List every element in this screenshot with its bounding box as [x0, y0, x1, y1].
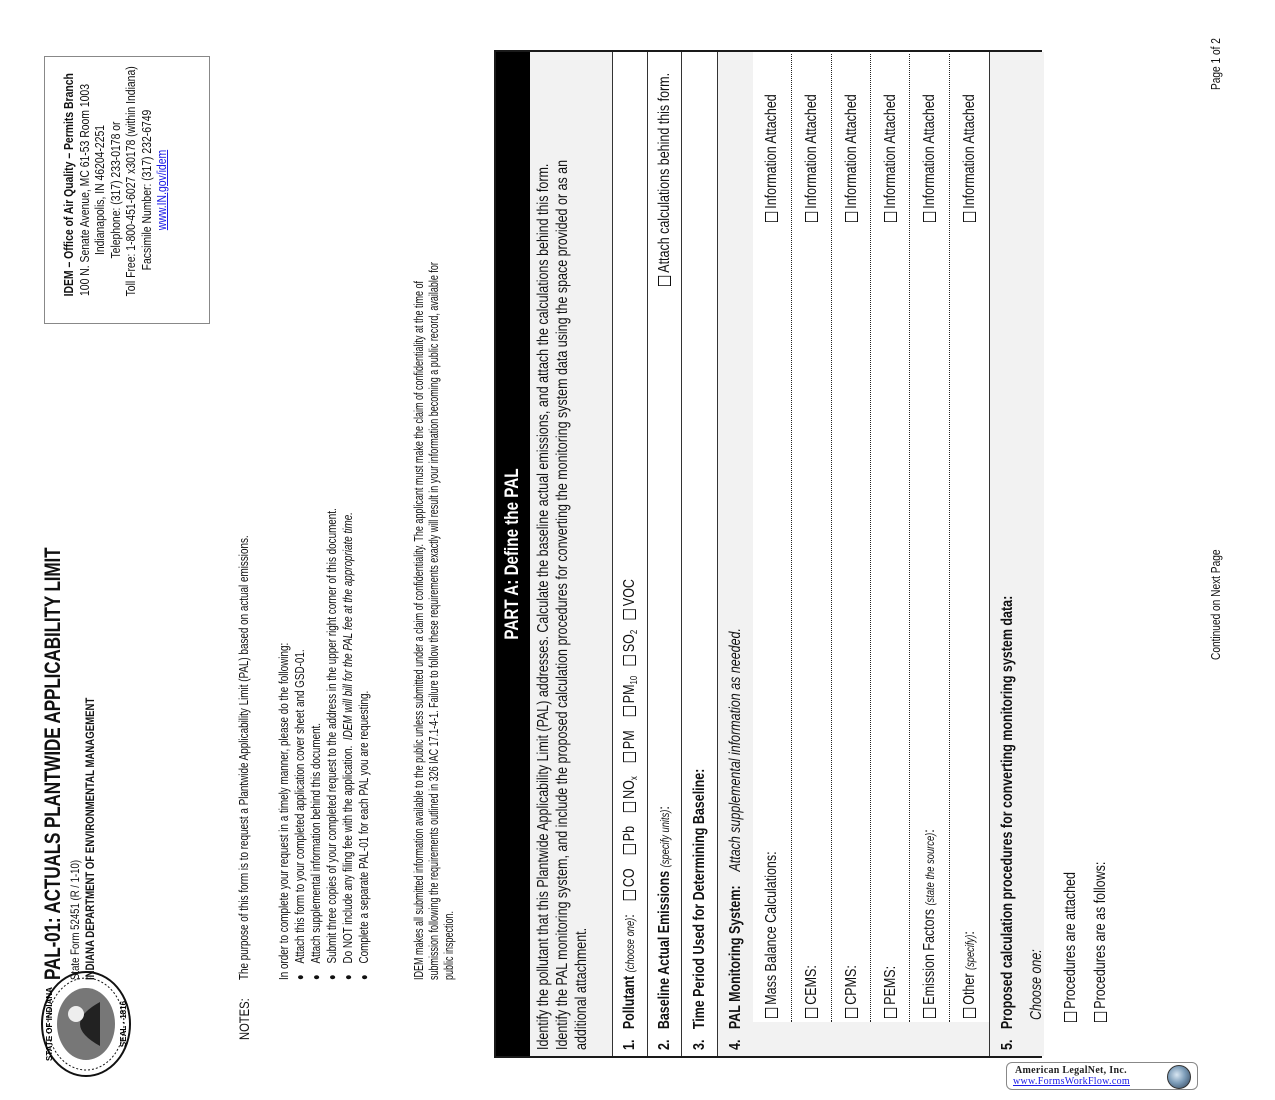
- monitoring-system-label: PAL Monitoring System:: [727, 885, 744, 1030]
- notes-instructions-intro: In order to complete your request in a timely manner, please do the following:: [276, 642, 291, 980]
- checkbox-nox[interactable]: [623, 802, 636, 812]
- intro-line: additional attachment.: [573, 927, 590, 1050]
- checkbox-info-attached[interactable]: [845, 212, 858, 222]
- question-4-monitoring-system: 4. PAL Monitoring System: Attach supplemental information as needed.: [717, 52, 753, 1056]
- confidentiality-line: IDEM makes all submitted information available to the public unless submitted under a claim of confidentiality. The applicant must make the claim of confidentiality at the time of: [412, 280, 426, 980]
- checkbox-pb[interactable]: [623, 844, 636, 854]
- state-seal-icon: [30, 968, 142, 1080]
- baseline-emissions-label: Baseline Actual Emissions: [656, 870, 673, 1030]
- pollutant-option-pb[interactable]: Pb: [621, 826, 638, 855]
- address-line-office: IDEM – Office of Air Quality – Permits Branch: [61, 73, 76, 297]
- checkbox-procedures-as-follows[interactable]: [1094, 1012, 1107, 1022]
- address-line-street: 100 N. Senate Avenue, MC 61-53 Room 1003: [76, 84, 92, 296]
- bullet-icon: ●: [309, 974, 323, 980]
- checkbox-pems[interactable]: [884, 1008, 897, 1018]
- procedures-attached-option[interactable]: Procedures are attached: [1062, 872, 1080, 1022]
- part-a-intro: [530, 52, 612, 1056]
- notes-bullet: ● Attach supplemental information behind this document.: [308, 722, 323, 980]
- bullet-icon: ●: [325, 974, 339, 980]
- monitoring-option-emission-factors: Emission Factors (state the source): Information Attached: [909, 54, 949, 1022]
- checkbox-info-attached[interactable]: [805, 212, 818, 222]
- american-legalnet-badge[interactable]: [1006, 1062, 1198, 1090]
- department-name: INDIANA DEPARTMENT OF ENVIRONMENTAL MANAGEMENT: [83, 697, 97, 980]
- pollutant-label: Pollutant: [621, 975, 638, 1030]
- info-attached-cems[interactable]: Information Attached: [803, 94, 821, 222]
- state-form-number: State Form 52451 (R / 1-10): [68, 859, 82, 980]
- pollutant-option-co[interactable]: CO: [621, 868, 638, 900]
- checkbox-pm10[interactable]: [623, 706, 636, 716]
- svg-text:STATE OF INDIANA: STATE OF INDIANA: [45, 987, 54, 1061]
- badge-url-link[interactable]: www.FormsWorkFlow.com: [1013, 1076, 1130, 1087]
- address-line-fax: Facsimile Number: (317) 232-6749: [138, 109, 154, 271]
- monitoring-option-other: Other (specify): Information Attached: [949, 54, 989, 1022]
- question-2-baseline-emissions: 2. Baseline Actual Emissions (specify units): Attach calculations behind this form.: [647, 52, 681, 1056]
- notes-purpose: The purpose of this form is to request a Plantwide Applicability Limit (PAL) based on actual emissions.: [236, 535, 251, 980]
- part-a-heading: PART A: Define the PAL: [496, 52, 530, 1056]
- notes-bullet: ● Do NOT include any filing fee with the application. IDEM will bill for the PAL fee at the appropriate time.: [340, 512, 355, 980]
- pollutant-option-pm10[interactable]: $PM_{10}$: [621, 676, 638, 717]
- info-attached-cpms[interactable]: Information Attached: [843, 94, 861, 222]
- part-a-table: [494, 50, 1042, 1058]
- bullet-icon: ●: [341, 974, 355, 980]
- procedures-as-follows-option[interactable]: Procedures are as follows:: [1092, 862, 1110, 1022]
- intro-line: Identify the PAL monitoring system, and include the proposed calculation procedures for converting the monitoring system data using the space provided or as an: [554, 159, 571, 1050]
- checkbox-cpms[interactable]: [845, 1008, 858, 1018]
- info-attached-mass-balance[interactable]: Information Attached: [763, 94, 781, 222]
- pollutant-option-nox[interactable]: $NO_x$: [621, 776, 638, 812]
- notes-bullet: ● Submit three copies of your completed request to the address in the upper right corner of this document.: [324, 508, 339, 980]
- checkbox-so2[interactable]: [623, 655, 636, 665]
- row-gutter: [753, 1022, 989, 1056]
- checkbox-emission-factors[interactable]: [923, 1008, 936, 1018]
- globe-logo-icon: [1167, 1065, 1191, 1089]
- attach-calculations-option[interactable]: Attach calculations behind this form.: [656, 73, 674, 286]
- checkbox-mass-balance[interactable]: [765, 1008, 778, 1018]
- notes-label: NOTES:: [236, 998, 252, 1040]
- confidentiality-line: submission following the requirements outlined in 326 IAC 17.1-4-1. Failure to follow these requirements exactly will result in your information becoming a public record, available for: [427, 262, 441, 980]
- checkbox-pm[interactable]: [623, 752, 636, 762]
- address-line-city: Indianapolis, IN 46204-2251: [92, 124, 107, 256]
- info-attached-other[interactable]: Information Attached: [961, 94, 979, 222]
- badge-company-name: American LegalNet, Inc.: [1015, 1065, 1127, 1076]
- address-box: [44, 56, 210, 324]
- svg-text:SEAL · 1816: SEAL · 1816: [119, 1000, 128, 1048]
- bullet-icon: ●: [357, 974, 371, 980]
- address-line-toll-free: Toll Free: 1-800-451-6027 x30178 (within Indiana): [123, 66, 138, 297]
- checkbox-info-attached[interactable]: [884, 212, 897, 222]
- intro-line: Identify the pollutant that this Plantwide Applicability Limit (PAL) addresses. Calculate the baseline actual emissions, and attach the calculations behind this form.: [535, 163, 552, 1050]
- checkbox-info-attached[interactable]: [765, 212, 778, 222]
- pollutant-option-so2[interactable]: $SO_2$: [621, 630, 638, 666]
- checkbox-other[interactable]: [963, 1008, 976, 1018]
- checkbox-info-attached[interactable]: [923, 212, 936, 222]
- confidentiality-line: public inspection.: [442, 910, 456, 980]
- question-1-pollutant: 1. Pollutant (choose one): CO Pb $NO_x$ PM $PM_{10}$ $SO_2$ VOC: [612, 52, 647, 1056]
- continued-on-next-page: Continued on Next Page: [1208, 549, 1223, 660]
- monitoring-option-cpms: CPMS: Information Attached: [831, 54, 870, 1022]
- page-number: Page 1 of 2: [1208, 38, 1223, 90]
- monitoring-option-mass-balance: Mass Balance Calculations: Information Attached: [753, 54, 791, 1022]
- info-attached-pems[interactable]: Information Attached: [882, 94, 900, 222]
- monitoring-option-pems: PEMS: Information Attached: [870, 54, 909, 1022]
- bullet-icon: ●: [293, 974, 307, 980]
- notes-bullet: ● Attach this form to your completed application cover sheet and GSD-01.: [292, 649, 307, 980]
- question-3-time-period: 3. Time Period Used for Determining Baseline:: [681, 52, 717, 1056]
- address-line-telephone: Telephone: (317) 233-0178 or: [107, 121, 123, 259]
- pollutant-option-voc[interactable]: VOC: [621, 579, 638, 619]
- info-attached-emission-factors[interactable]: Information Attached: [921, 94, 939, 222]
- checkbox-procedures-attached[interactable]: [1064, 1012, 1077, 1022]
- notes-bullet: ● Complete a separate PAL-01 for each PAL you are requesting.: [356, 690, 371, 980]
- time-period-label: Time Period Used for Determining Baseline:: [691, 768, 708, 1030]
- monitoring-option-cems: CEMS: Information Attached: [791, 54, 831, 1022]
- pollutant-option-pm[interactable]: PM: [621, 730, 638, 762]
- checkbox-co[interactable]: [623, 890, 636, 900]
- calculation-procedures-label: Proposed calculation procedures for converting monitoring system data:: [999, 595, 1016, 1030]
- checkbox-voc[interactable]: [623, 609, 636, 619]
- form-title: PAL-01: ACTUALS PLANTWIDE APPLICABILITY LIMIT: [40, 547, 65, 980]
- checkbox-info-attached[interactable]: [963, 212, 976, 222]
- choose-one-label: Choose one:: [1028, 949, 1045, 1020]
- checkbox-attach-calculations[interactable]: [658, 276, 671, 286]
- question-5-calculation-procedures: 5. Proposed calculation procedures for converting monitoring system data:: [989, 52, 1044, 1056]
- idem-website-link[interactable]: www.IN.gov/idem: [154, 149, 169, 231]
- checkbox-cems[interactable]: [805, 1008, 818, 1018]
